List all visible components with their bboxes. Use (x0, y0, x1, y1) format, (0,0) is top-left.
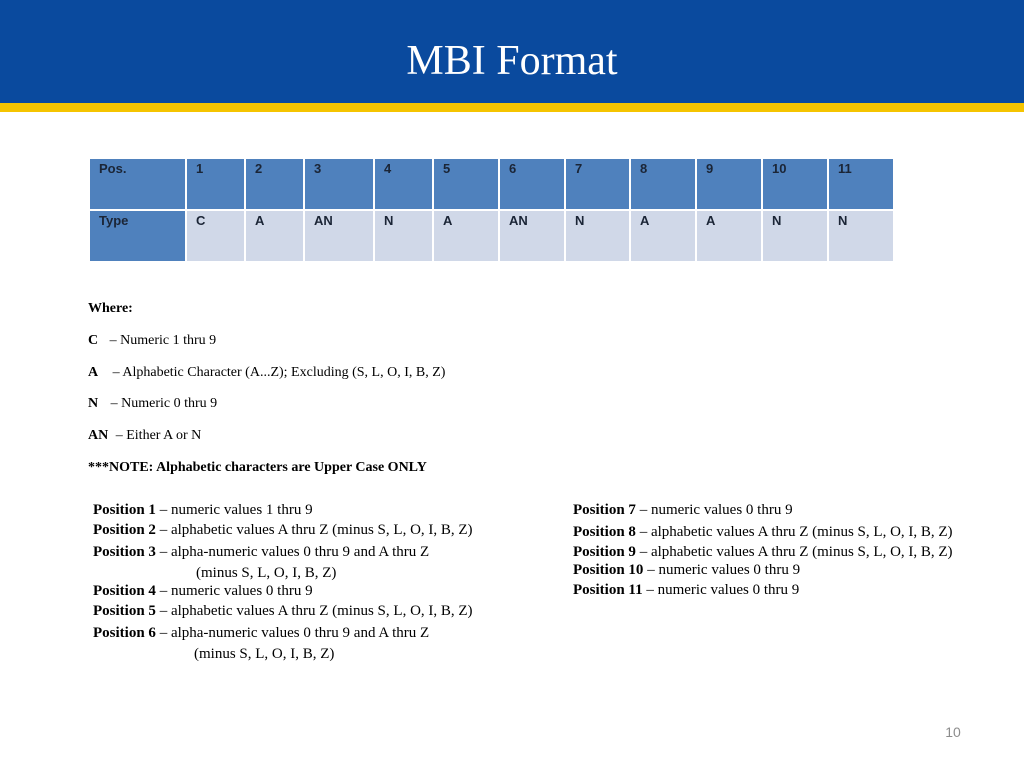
table-cell: A (630, 210, 696, 262)
position-line-continuation: (minus S, L, O, I, B, Z) (194, 646, 335, 662)
table-cell: N (762, 210, 828, 262)
legend-desc: – Either A or N (115, 428, 202, 443)
table-cell: A (245, 210, 304, 262)
table-cell: N (828, 210, 894, 262)
table-cell: Pos. (89, 158, 186, 210)
position-line: Position 8 – alphabetic values A thru Z (minus S, L, O, I, B, Z) (573, 524, 953, 540)
position-line: Position 3 – alpha-numeric values 0 thru 9 and A thru Z (93, 544, 430, 560)
table-cell: 2 (245, 158, 304, 210)
slide-title: MBI Format (406, 38, 618, 84)
position-line: Position 7 – numeric values 0 thru 9 (573, 502, 793, 518)
table-cell: AN (499, 210, 565, 262)
table-type-row (89, 210, 894, 262)
position-line: Position 9 – alphabetic values A thru Z (minus S, L, O, I, B, Z) (573, 544, 953, 560)
legend-key: N (88, 396, 99, 411)
table-cell: 10 (762, 158, 828, 210)
table-cell: N (374, 210, 433, 262)
table-cell: C (186, 210, 245, 262)
position-line: Position 1 – numeric values 1 thru 9 (93, 502, 313, 518)
legend-key: A (88, 365, 99, 380)
position-line-continuation: (minus S, L, O, I, B, Z) (196, 565, 337, 581)
table-header-row (89, 158, 894, 210)
position-line: Position 10 – numeric values 0 thru 9 (573, 562, 801, 578)
position-line: Position 11 – numeric values 0 thru 9 (573, 582, 800, 598)
table-cell: 9 (696, 158, 762, 210)
position-line: Position 6 – alpha-numeric values 0 thru 9 and A thru Z (93, 625, 430, 641)
legend-item-c (88, 332, 216, 350)
table-cell: 7 (565, 158, 630, 210)
mbi-format-table (88, 157, 895, 263)
table-cell: AN (304, 210, 374, 262)
legend-item-n (88, 395, 217, 413)
legend-desc: – Alphabetic Character (A...Z); Excluding (S, L, O, I, B, Z) (112, 365, 446, 380)
legend-note: ***NOTE: Alphabetic characters are Upper Case ONLY (88, 460, 427, 475)
position-line: Position 2 – alphabetic values A thru Z (minus S, L, O, I, B, Z) (93, 522, 473, 538)
table-cell: 5 (433, 158, 499, 210)
table-cell: 11 (828, 158, 894, 210)
table-cell: 1 (186, 158, 245, 210)
table-cell: 6 (499, 158, 565, 210)
title-accent-stripe (0, 103, 1024, 112)
legend-item-a (88, 364, 445, 382)
table-cell: Type (89, 210, 186, 262)
legend-heading: Where: (88, 301, 133, 316)
table-cell: A (433, 210, 499, 262)
legend-item-an (88, 427, 201, 445)
table-cell: A (696, 210, 762, 262)
legend-key: AN (88, 428, 109, 443)
table-cell: 3 (304, 158, 374, 210)
table-cell: 8 (630, 158, 696, 210)
legend-desc: – Numeric 0 thru 9 (110, 396, 218, 411)
position-line: Position 4 – numeric values 0 thru 9 (93, 583, 313, 599)
page-number: 10 (945, 724, 961, 740)
legend-desc: – Numeric 1 thru 9 (109, 333, 217, 348)
table-cell: N (565, 210, 630, 262)
legend-key: C (88, 333, 99, 348)
position-line: Position 5 – alphabetic values A thru Z (minus S, L, O, I, B, Z) (93, 603, 473, 619)
table-cell: 4 (374, 158, 433, 210)
